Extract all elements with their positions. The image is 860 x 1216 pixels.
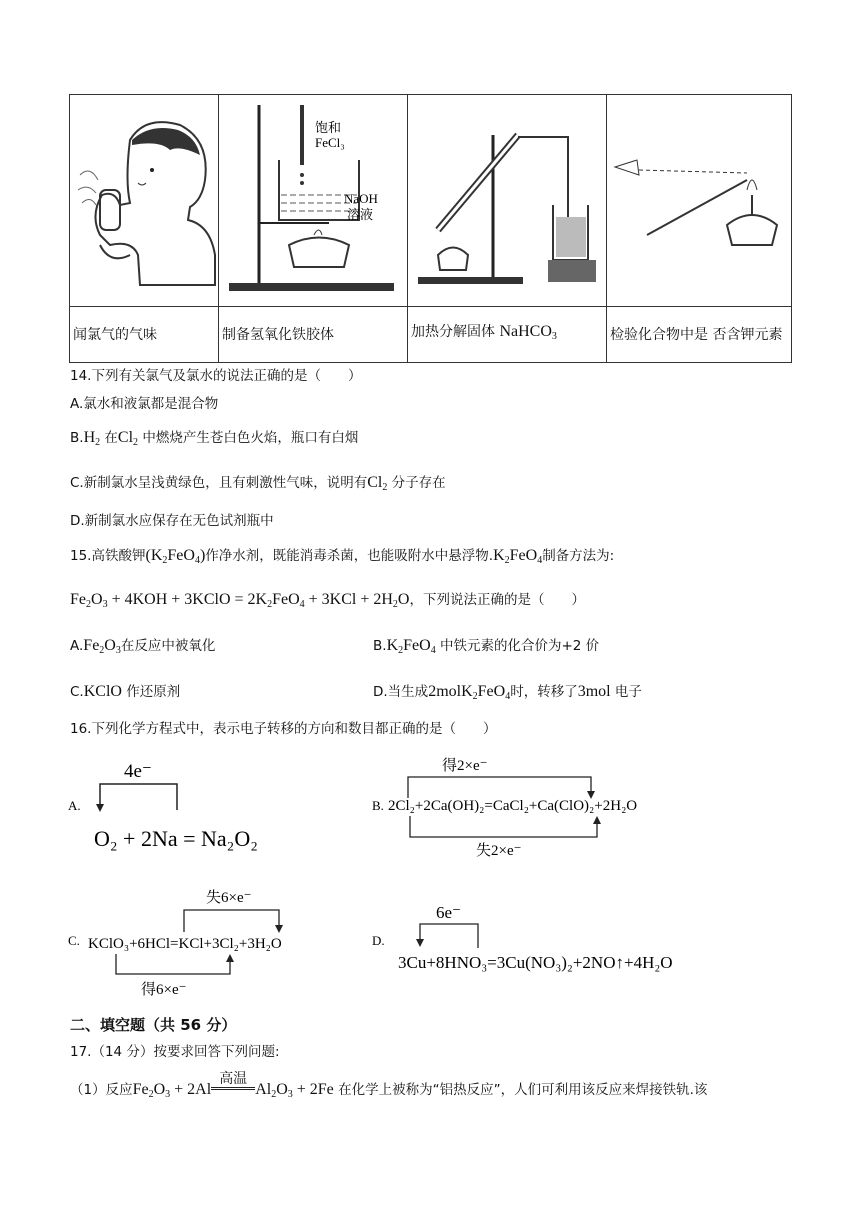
section-heading: 二、填空题（共 56 分） (70, 1016, 237, 1034)
q15-option-c: C.KClO 作还原剂 (70, 683, 181, 700)
svg-text:失6×e⁻: 失6×e⁻ (206, 890, 252, 906)
figure-flame-test (607, 95, 792, 307)
q14-option-b: $B.H_2$ 在$Cl_2$ 中燃烧产生苍白色火焰，瓶口有白烟 (70, 429, 359, 448)
svg-text:得6×e⁻: 得6×e⁻ (141, 982, 187, 998)
q15-option-b: $B.K_2FeO_4$ 中铁元素的化合价为+2 价 (373, 637, 600, 656)
svg-text:2Cl₂+2Ca(OH)₂=CaCl₂+Ca(ClO)₂+2: 2Cl₂+2Ca(OH)₂=CaCl₂+Ca(ClO)₂+2H₂O (388, 798, 638, 814)
q16-option-c (66, 880, 366, 1000)
label-fecl3: FeCl₃ (315, 135, 345, 150)
svg-text:A.: A. (68, 798, 81, 813)
q15-option-d: D.当生成2molK$_2$FeO$_4$时，转移了3mol 电子 (373, 683, 642, 702)
svg-text:6e⁻: 6e⁻ (436, 903, 462, 922)
q14-option-d: D.新制氯水应保存在无色试剂瓶中 (70, 513, 274, 529)
svg-text:3Cu+8HNO₃=3Cu(NO₃)₂+2NO↑+4H₂O: 3Cu+8HNO₃=3Cu(NO₃)₂+2NO↑+4H₂O (398, 953, 673, 972)
label-saturated: 饱和 (315, 120, 342, 135)
svg-text:O₂ + 2Na = Na₂O₂: O₂ + 2Na = Na₂O₂ (94, 826, 258, 851)
apparatus-table (69, 94, 792, 363)
svg-text:4e⁻: 4e⁻ (124, 761, 152, 782)
q16-option-d (370, 880, 760, 980)
svg-text:KClO₃+6HCl=KCl+3Cl₂+3H₂O: KClO₃+6HCl=KCl+3Cl₂+3H₂O (88, 936, 282, 952)
caption-1: 闻氯气的气味 (70, 307, 219, 363)
figure-smell-chlorine (70, 95, 219, 307)
svg-text:D.: D. (372, 933, 385, 948)
svg-text:失2×e⁻: 失2×e⁻ (476, 843, 522, 859)
q17-part1: （1）反应$Fe_2O_3 + 2Al$ 高温 $Al_2O_3 + 2Fe$ 在化学上被称为“铝热反应”，人们可利用该反应来焊接铁轨.该 (70, 1071, 708, 1100)
label-naoh: NaOH (344, 191, 378, 206)
q14-option-c: C.新制氯水呈浅黄绿色，且有刺激性气味，说明有$Cl_2$ 分子存在 (70, 474, 446, 493)
q14-option-a: A.氯水和液氯都是混合物 (70, 396, 219, 412)
svg-text:C.: C. (68, 933, 80, 948)
svg-text:得2×e⁻: 得2×e⁻ (442, 758, 488, 774)
q14-stem: 14.下列有关氯气及氯水的说法正确的是（ ） (70, 368, 362, 384)
q15-equation: $Fe_2O_3 + 4KOH$ + 3KClO = $2K_2FeO_4 + 3KCl + 2H_2O$，下列说法正确的是（ ） (70, 591, 585, 610)
q17-stem: 17.（14 分）按要求回答下列问题: (70, 1044, 280, 1060)
q16-stem: 16.下列化学方程式中，表示电子转移的方向和数目都正确的是（ ） (70, 721, 497, 737)
caption-3: 加热分解固体 NaHCO$_3$ (408, 307, 607, 363)
q16-option-a (66, 752, 366, 867)
svg-text:B.: B. (372, 798, 384, 813)
label-solution: 溶液 (347, 207, 374, 222)
q16-option-b (370, 752, 690, 864)
q15-option-a: $A.Fe_2O_3$在反应中被氧化 (70, 637, 216, 656)
caption-4: 检验化合物中是 否含钾元素 (607, 307, 792, 363)
figure-iron-hydroxide-colloid (219, 95, 408, 307)
q15-stem: 15.高铁酸钾$(K_2FeO_4)$作净水剂，既能消毒杀菌，也能吸附水中悬浮物$.K_2FeO_4$制备方法为: (70, 547, 615, 566)
caption-2: 制备氢氧化铁胶体 (219, 307, 408, 363)
figure-heat-nahco3 (408, 95, 607, 307)
